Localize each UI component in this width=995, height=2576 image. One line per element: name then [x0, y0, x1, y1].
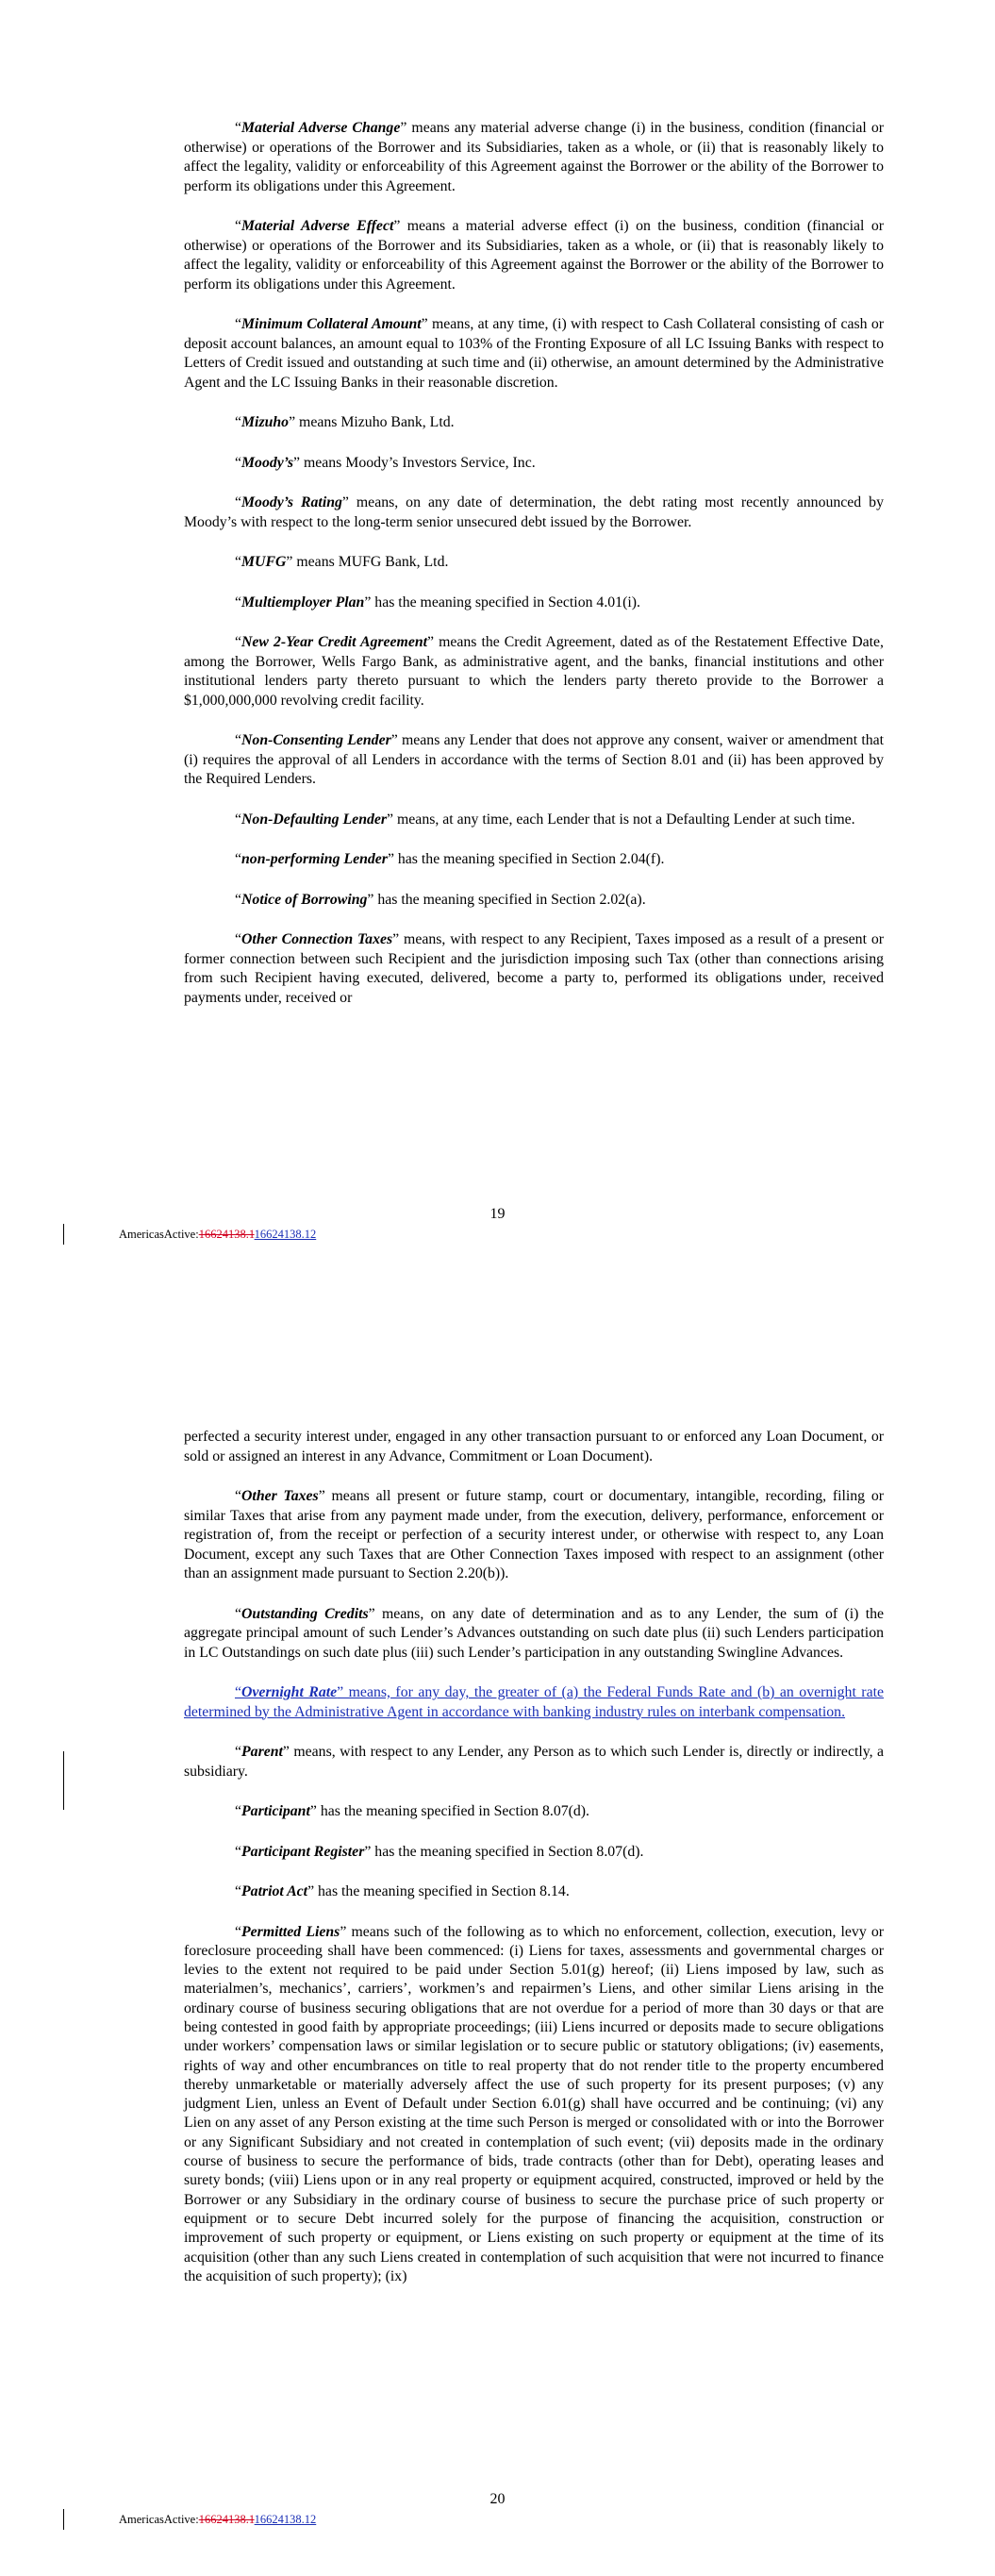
inserted-definition-paragraph: “Overnight Rate” means, for any day, the greater of (a) the Federal Funds Rate and (b) an overnight rate determined by the Administrative Agent in accordance with banking industry rules on interbank compensation. [184, 1684, 884, 1720]
defined-term: MUFG [241, 554, 287, 570]
definition-text: ” has the meaning specified in Section 8.14. [307, 1883, 570, 1899]
footer-deleted-version: 16624138.1 [198, 2513, 255, 2526]
defined-term: Overnight Rate [241, 1684, 338, 1700]
defined-term: Participant Register [241, 1843, 365, 1860]
change-bar [63, 1224, 64, 1245]
definition-paragraph: “Minimum Collateral Amount” means, at any time, (i) with respect to Cash Collateral consisting of cash or deposit account balances, an amount equal to 103% of the Fronting Exposure of all LC Issuing Banks with respect to Letters of Credit issued and outstanding at such time and (ii) otherwise, an amount determined by the Administrative Agent and the LC Issuing Banks in their reasonable discretion. [184, 316, 884, 391]
page-number: 19 [489, 1206, 506, 1222]
footer-prefix: AmericasActive: [119, 1228, 199, 1241]
definition-paragraph: “Parent” means, with respect to any Lender, any Person as to which such Lender is, directly or indirectly, a subsidiary. [184, 1744, 884, 1780]
definition-text: ” has the meaning specified in Section 8.07(d). [364, 1843, 644, 1860]
defined-term: Other Connection Taxes [241, 931, 393, 947]
definition-paragraph: “Multiemployer Plan” has the meaning specified in Section 4.01(i). [235, 594, 640, 611]
definition-text: ” means a material adverse effect (i) on the business, condition (financial or otherwise) or operations of the Borrower and its Subsidiaries, taken as a whole, or (ii) that is reasonably likely to affect the legality, validity or enforceability of this Agreement against the Borrower or the ability of the Borrower to perform its obligations under this Agreement. [184, 218, 884, 293]
defined-term: New 2-Year Credit Agreement [241, 634, 428, 650]
continuation-paragraph: perfected a security interest under, engaged in any other transaction pursuant to or enforced any Loan Document, or sold or assigned an interest in any Advance, Commitment or Loan Document). [184, 1429, 884, 1464]
definition-paragraph: “Material Adverse Effect” means a material adverse effect (i) on the business, condition (financial or otherwise) or operations of the Borrower and its Subsidiaries, taken as a whole, or (ii) that is reasonably likely to affect the legality, validity or enforceability of this Agreement against the Borrower or the ability of the Borrower to perform its obligations under this Agreement. [184, 218, 884, 293]
definition-text: ” means Moody’s Investors Service, Inc. [293, 454, 536, 471]
definition-paragraph: “Non-Defaulting Lender” means, at any time, each Lender that is not a Defaulting Lender at such time. [235, 811, 855, 828]
definition-text: ” means, with respect to any Lender, any Person as to which such Lender is, directly or indirectly, a subsidiary. [184, 1744, 884, 1780]
defined-term: Moody’s Rating [241, 494, 342, 510]
definition-text: ” has the meaning specified in Section 4.01(i). [364, 594, 640, 611]
page-19-body [184, 119, 884, 1008]
definition-text: ” means, on any date of determination and as to any Lender, the sum of (i) the aggregate principal amount of such Lender’s Advances outstanding on such date plus (ii) such Lenders participation in LC Outstandings on such date plus (iii) such Lender’s participation in any outstanding Swingline Advances. [184, 1605, 885, 1661]
defined-term: Participant [241, 1803, 310, 1819]
definition-text: ” means any Lender that does not approve any consent, waiver or amendment that (i) requires the approval of all Lenders in accordance with the terms of Section 8.01 and (ii) has been approved by the Required Lenders. [184, 732, 885, 787]
definition-paragraph: “Permitted Liens” means such of the following as to which no enforcement, collection, execution, levy or foreclosure proceeding shall have been commenced: (i) Liens for taxes, assessments and governmental charges or levies to the extent not required to be paid under Section 5.01(g) hereof; (ii) Liens imposed by law, such as materialmen’s, mechanics’, carriers’, workmen’s and repairmen’s Liens, and other similar Liens arising in the ordinary course of business securing obligations that are not overdue for a period of more than 30 days or that are being contested in good faith by appropriate proceedings; (iii) Liens incurred or deposits made to secure obligations under workers’ compensation laws or similar legislation or to secure public or statutory obligations; (iv) easements, rights of way and other encumbrances on title to real property that do not render title to the property encumbered thereby unmarketable or materially adversely affect the use of such property for its present purposes; (v) any judgment Lien, unless an Event of Default under Section 6.01(g) shall have occurred and be continuing; (vi) any Lien on any asset of any Person existing at the time such Person is merged or consolidated with or into the Borrower or any Significant Subsidiary and not created in contemplation of such event; (vii) deposits made in the ordinary course of business to secure the performance of bids, trade contracts (other than for Debt), operating leases and surety bonds; (viii) Liens upon or in any real property or equipment acquired, constructed, improved or held by the Borrower or any Subsidiary in the ordinary course of business to secure the purchase price of such property or equipment or to secure Debt incurred solely for the purpose of financing the acquisition, construction or improvement of such property or equipment, or Liens existing on such property or equipment at the time of its acquisition (other than any such Liens created in contemplation of such acquisition that were not incurred to finance the acquisition of such property); (ix) [184, 1923, 885, 2284]
defined-term: Notice of Borrowing [241, 891, 368, 908]
definition-paragraph: “Mizuho” means Mizuho Bank, Ltd. [235, 414, 455, 430]
defined-term: Material Adverse Change [241, 120, 401, 136]
definition-text: ” means all present or future stamp, court or documentary, intangible, recording, filing or similar Taxes that arise from any payment made under, from the execution, delivery, performance, enforcement or registration of, from the receipt or perfection of a security interest under, or otherwise with respect to, any Loan Document, except any such Taxes that are Other Connection Taxes imposed with respect to an assignment (other than an assignment made pursuant to Section 2.20(b)). [184, 1488, 884, 1581]
defined-term: Other Taxes [241, 1488, 319, 1504]
document-footer [119, 1228, 316, 1242]
defined-term: Parent [241, 1744, 283, 1760]
defined-term: Outstanding Credits [241, 1605, 369, 1622]
footer-added-version: 16624138.12 [254, 1228, 317, 1241]
change-bar [63, 2509, 64, 2530]
definition-text: ” means MUFG Bank, Ltd. [286, 554, 449, 570]
defined-term: Non-Consenting Lender [241, 732, 391, 748]
definition-text: ” means any material adverse change (i) in the business, condition (financial or otherwise) or operations of the Borrower and its Subsidiaries, taken as a whole, or (ii) that is reasonably likely to affect the legality, validity or enforceability of this Agreement against the Borrower or the ability of the Borrower to perform its obligations under this Agreement. [184, 120, 884, 194]
definition-paragraph: “Notice of Borrowing” has the meaning specified in Section 2.02(a). [235, 891, 646, 908]
defined-term: Non-Defaulting Lender [241, 811, 388, 828]
definition-paragraph: “Non-Consenting Lender” means any Lender that does not approve any consent, waiver or amendment that (i) requires the approval of all Lenders in accordance with the terms of Section 8.01 and (ii) has been approved by the Required Lenders. [184, 732, 885, 787]
definition-paragraph: “Participant Register” has the meaning specified in Section 8.07(d). [235, 1843, 644, 1860]
defined-term: Moody’s [241, 454, 294, 471]
definition-text: ” means, on any date of determination, the debt rating most recently announced by Moody’s with respect to the long-term senior unsecured debt issued by the Borrower. [184, 494, 884, 530]
definition-text: ” means the Credit Agreement, dated as of the Restatement Effective Date, among the Borrower, Wells Fargo Bank, as administrative agent, and the banks, financial institutions and other institutional lenders party thereto pursuant to which the lenders party thereto provide to the Borrower a $1,000,000,000 revolving credit facility. [184, 634, 884, 709]
definition-paragraph: “Other Connection Taxes” means, with respect to any Recipient, Taxes imposed as a result of a present or former connection between such Recipient and the jurisdiction imposing such Tax (other than connections arising from such Recipient having executed, delivered, become a party to, performed its obligations under, received payments under, received or [184, 931, 884, 1006]
definition-paragraph: “Moody’s” means Moody’s Investors Service, Inc. [235, 454, 536, 471]
definition-paragraph: “Material Adverse Change” means any material adverse change (i) in the business, condition (financial or otherwise) or operations of the Borrower and its Subsidiaries, taken as a whole, or (ii) that is reasonably likely to affect the legality, validity or enforceability of this Agreement against the Borrower or the ability of the Borrower to perform its obligations under this Agreement. [184, 120, 884, 194]
definition-paragraph: “Outstanding Credits” means, on any date of determination and as to any Lender, the sum of (i) the aggregate principal amount of such Lender’s Advances outstanding on such date plus (ii) such Lenders participation in LC Outstandings on such date plus (iii) such Lender’s participation in any outstanding Swingline Advances. [184, 1605, 885, 1661]
definition-paragraph: “Patriot Act” has the meaning specified in Section 8.14. [235, 1883, 570, 1899]
definition-text: ” means such of the following as to which no enforcement, collection, execution, levy or foreclosure proceeding shall have been commenced: (i) Liens for taxes, assessments and governmental charges or levies to the extent not required to be paid under Section 5.01(g) hereof; (ii) Liens imposed by law, such as materialmen’s, mechanics’, carriers’, workmen’s and repairmen’s Liens, and other similar Liens arising in the ordinary course of business securing obligations that are not overdue for a period of more than 30 days or that are being contested in good faith by appropriate proceedings; (iii) Liens incurred or deposits made to secure obligations under workers’ compensation laws or similar legislation or to secure public or statutory obligations; (iv) easements, rights of way and other encumbrances on title to real property that do not render title to the property encumbered thereby unmarketable or materially adversely affect the use of such property for its present purposes; (v) any judgment Lien, unless an Event of Default under Section 6.01(g) shall have occurred and be continuing; (vi) any Lien on any asset of any Person existing at the time such Person is merged or consolidated with or into the Borrower or any Significant Subsidiary and not created in contemplation of such event; (vii) deposits made in the ordinary course of business to secure the performance of bids, trade contracts (other than for Debt), operating leases and surety bonds; (viii) Liens upon or in any real property or equipment acquired, constructed, improved or held by the Borrower or any Subsidiary in the ordinary course of business to secure the purchase price of such property or equipment or to secure Debt incurred solely for the purpose of financing the acquisition, construction or improvement of such property or equipment, or Liens existing on such property or equipment at the time of its acquisition (other than any such Liens created in contemplation of such acquisition that were not incurred to finance the acquisition of such property); (ix) [184, 1923, 885, 2284]
defined-term: Mizuho [241, 414, 290, 430]
definition-text: ” has the meaning specified in Section 2.02(a). [367, 891, 646, 908]
definition-text: ” has the meaning specified in Section 8.07(d). [309, 1803, 589, 1819]
defined-term: non-performing Lender [241, 851, 388, 867]
change-bar [63, 1751, 64, 1810]
definition-text: ” means, at any time, each Lender that is not a Defaulting Lender at such time. [387, 811, 855, 828]
definition-text: ” means, with respect to any Recipient, Taxes imposed as a result of a present or former connection between such Recipient and the jurisdiction imposing such Tax (other than connections arising from such Recipient having executed, delivered, become a party to, performed its obligations under, received payments under, received or [184, 931, 884, 1006]
document-footer [119, 2513, 316, 2527]
page-20 [0, 1288, 995, 2576]
footer-deleted-version: 16624138.1 [198, 1228, 255, 1241]
page-number: 20 [489, 2491, 506, 2507]
definition-paragraph: “non-performing Lender” has the meaning specified in Section 2.04(f). [235, 851, 665, 867]
footer-prefix: AmericasActive: [119, 2513, 199, 2526]
definition-paragraph: “MUFG” means MUFG Bank, Ltd. [235, 554, 449, 570]
defined-term: Material Adverse Effect [241, 218, 394, 234]
defined-term: Patriot Act [241, 1883, 308, 1899]
definition-text: ” means, at any time, (i) with respect to Cash Collateral consisting of cash or deposit account balances, an amount equal to 103% of the Fronting Exposure of all LC Issuing Banks with respect to Letters of Credit issued and outstanding at such time and (ii) otherwise, an amount determined by the Administrative Agent and the LC Issuing Banks in their reasonable discretion. [184, 316, 884, 391]
defined-term: Minimum Collateral Amount [241, 316, 422, 332]
defined-term: Multiemployer Plan [241, 594, 365, 611]
definition-text: ” means Mizuho Bank, Ltd. [289, 414, 455, 430]
definition-text: ” means, for any day, the greater of (a) the Federal Funds Rate and (b) an overnight rate determined by the Administrative Agent in accordance with banking industry rules on interbank compensation. [184, 1684, 884, 1720]
page-20-body [184, 1428, 884, 2286]
definition-paragraph: “Moody’s Rating” means, on any date of determination, the debt rating most recently announced by Moody’s with respect to the long-term senior unsecured debt issued by the Borrower. [184, 494, 884, 530]
definition-text: ” has the meaning specified in Section 2.04(f). [387, 851, 665, 867]
definition-paragraph: “New 2-Year Credit Agreement” means the Credit Agreement, dated as of the Restatement Effective Date, among the Borrower, Wells Fargo Bank, as administrative agent, and the banks, financial institutions and other institutional lenders party thereto pursuant to which the lenders party thereto provide to the Borrower a $1,000,000,000 revolving credit facility. [184, 634, 884, 709]
definition-paragraph: “Participant” has the meaning specified in Section 8.07(d). [235, 1803, 589, 1819]
footer-added-version: 16624138.12 [254, 2513, 317, 2526]
defined-term: Permitted Liens [241, 1923, 340, 1940]
definition-paragraph: “Other Taxes” means all present or future stamp, court or documentary, intangible, recording, filing or similar Taxes that arise from any payment made under, from the execution, delivery, performance, enforcement or registration of, from the receipt or perfection of a security interest under, or otherwise with respect to, any Loan Document, except any such Taxes that are Other Connection Taxes imposed with respect to an assignment (other than an assignment made pursuant to Section 2.20(b)). [184, 1488, 884, 1581]
